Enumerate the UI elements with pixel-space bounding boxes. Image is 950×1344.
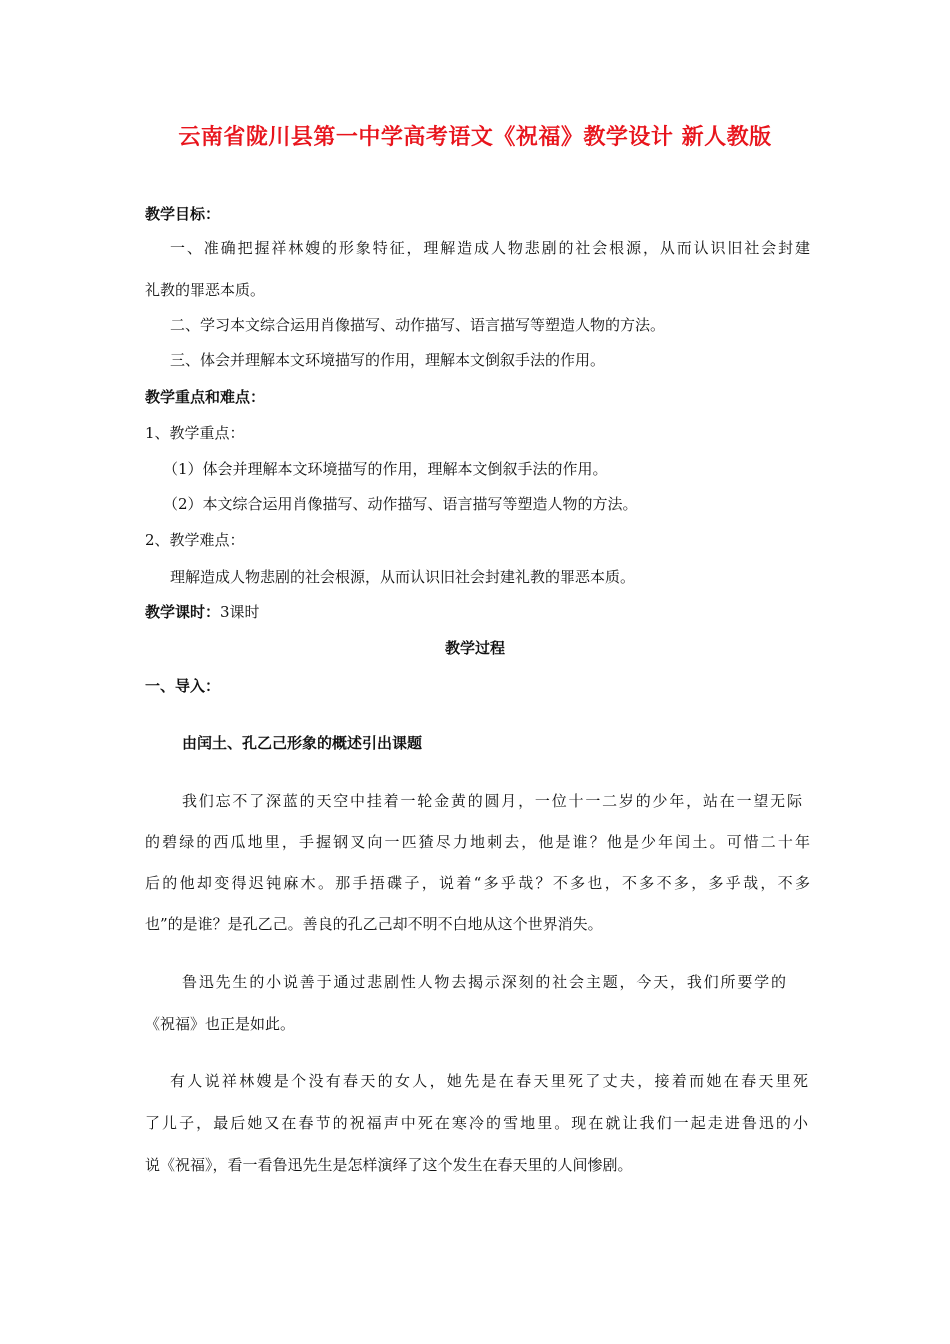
class-hours-label: 教学课时： [145, 603, 221, 621]
objective-3: 三、体会并理解本文环境描写的作用，理解本文倒叙手法的作用。 [170, 351, 606, 369]
paragraph-1-line-3: 后的他却变得迟钝麻木。那手捂碟子，说着“多乎哉？不多也，不多不多，多乎哉，不多 [145, 874, 810, 892]
objectives-heading: 教学目标： [145, 205, 221, 223]
objective-1-line-2: 礼教的罪恶本质。 [145, 281, 266, 299]
objective-2: 二、学习本文综合运用肖像描写、动作描写、语言描写等塑造人物的方法。 [170, 316, 666, 334]
objective-1-line-1: 一、准确把握祥林嫂的形象特征，理解造成人物悲剧的社会根源，从而认识旧社会封建 [170, 239, 810, 257]
paragraph-2-line-1: 鲁迅先生的小说善于通过悲剧性人物去揭示深刻的社会主题，今天，我们所要学的 [182, 973, 786, 991]
difficulty-text: 理解造成人物悲剧的社会根源，从而认识旧社会封建礼教的罪恶本质。 [170, 568, 636, 586]
process-heading: 教学过程 [444, 639, 505, 657]
difficulty-heading: 2、教学难点： [145, 531, 245, 549]
paragraph-1-line-2: 的碧绿的西瓜地里，手握钢叉向一匹猹尽力地刺去，他是谁？他是少年闰土。可惜二十年 [145, 833, 810, 851]
paragraph-2-line-2: 《祝福》也正是如此。 [145, 1015, 296, 1033]
class-hours [145, 602, 810, 622]
section-1-heading: 一、导入： [145, 677, 221, 695]
paragraph-3-line-3: 说《祝福》，看一看鲁迅先生是怎样演绎了这个发生在春天里的人间惨剧。 [145, 1156, 633, 1174]
paragraph-1-line-4: 也”的是谁？是孔乙己。善良的孔乙己却不明不白地从这个世界消失。 [145, 915, 603, 933]
focus-heading: 1、教学重点： [145, 424, 245, 442]
keypoints-heading: 教学重点和难点： [145, 388, 266, 406]
document-title: 云南省陇川县第一中学高考语文《祝福》教学设计 新人教版 [178, 124, 772, 150]
focus-item-2: （2）本文综合运用肖像描写、动作描写、语言描写等塑造人物的方法。 [163, 495, 638, 513]
paragraph-3-line-2: 了儿子，最后她又在春节的祝福声中死在寒冷的雪地里。现在就让我们一起走进鲁迅的小 [145, 1114, 808, 1132]
focus-item-1: （1）体会并理解本文环境描写的作用，理解本文倒叙手法的作用。 [163, 460, 608, 478]
paragraph-1-line-1: 我们忘不了深蓝的天空中挂着一轮金黄的圆月，一位十一二岁的少年，站在一望无际 [182, 792, 802, 810]
section-1-subheading: 由闰土、孔乙己形象的概述引出课题 [182, 734, 423, 752]
class-hours-value: 3课时 [220, 603, 260, 621]
paragraph-3-line-1: 有人说祥林嫂是个没有春天的女人，她先是在春天里死了丈夫，接着而她在春天里死 [170, 1072, 808, 1090]
